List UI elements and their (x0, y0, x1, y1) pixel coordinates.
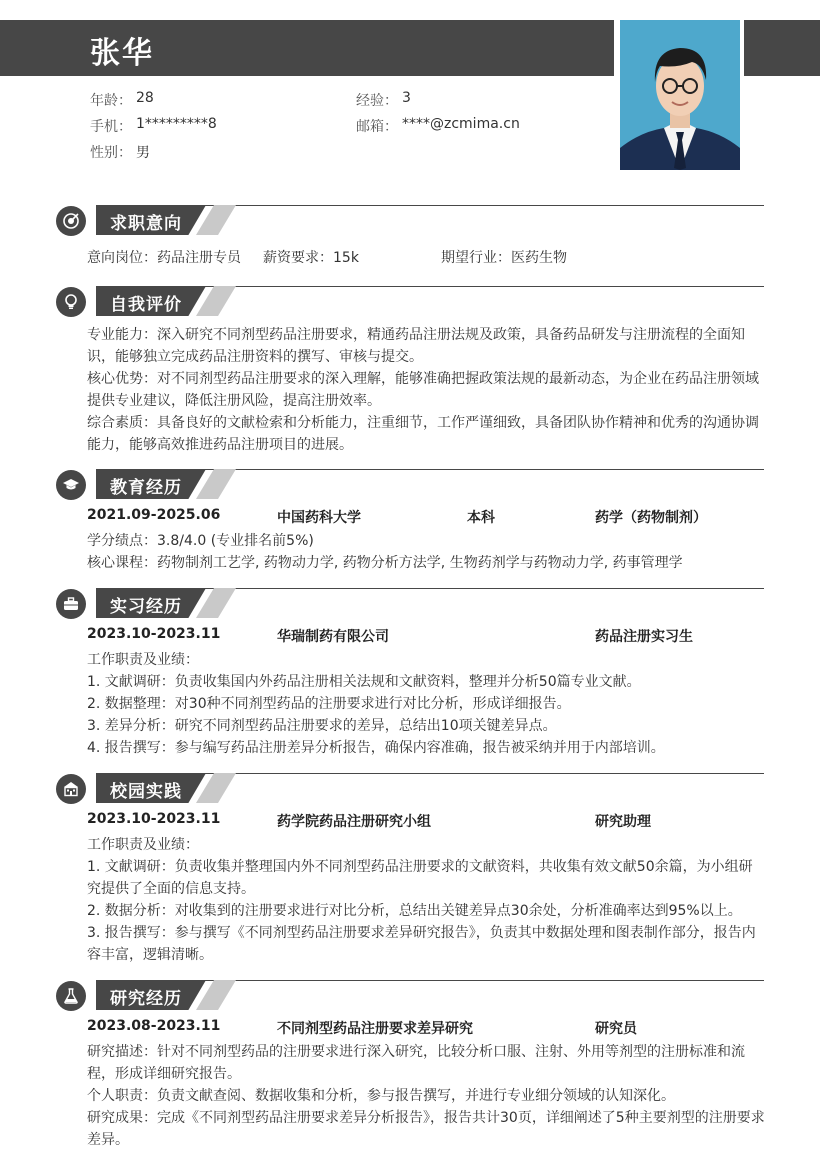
campus-period: 2023.10-2023.11 (87, 811, 221, 827)
campus-role: 研究助理 (595, 814, 651, 830)
section-title: 求职意向 (110, 214, 182, 234)
self-eval-item: 核心优势：对不同剂型药品注册要求的深入理解，能够准确把握政策法规的最新动态，为企业在药品注册领域提供专业建议，降低注册风险，提高注册效率。 (87, 371, 759, 409)
research-duty: 个人职责：负责文献查阅、数据收集和分析，参与报告撰写，并进行专业细分领域的认知深化。 (87, 1088, 675, 1104)
photo-frame (614, 20, 744, 174)
self-eval-item: 综合素质：具备良好的文献检索和分析能力，注重细节，工作严谨细致，具备团队协作精神和优秀的沟通协调能力，能够高效推进药品注册项目的进展。 (87, 415, 759, 453)
graduation-cap-icon (56, 470, 86, 500)
profile-photo (620, 20, 740, 170)
section-header-self-eval (56, 286, 764, 318)
education-period: 2021.09-2025.06 (87, 507, 221, 523)
section-tab (96, 469, 236, 499)
list-item: 1. 文献调研：负责收集并整理国内外不同剂型药品注册要求的文献资料，共收集有效文献50余篇，为小组研究提供了全面的信息支持。 (87, 859, 753, 897)
age-value: 28 (136, 90, 154, 106)
briefcase-icon (56, 589, 86, 619)
section-header-internship (56, 588, 764, 620)
section-tab (96, 980, 236, 1010)
section-title: 研究经历 (110, 989, 182, 1009)
target-icon (56, 206, 86, 236)
experience-value: 3 (402, 90, 411, 106)
campus-details (87, 834, 765, 966)
section-header-education (56, 469, 764, 501)
email-label: 邮箱： (356, 119, 398, 135)
education-header (87, 507, 765, 529)
section-title: 实习经历 (110, 597, 182, 617)
education-courses: 核心课程：药物制剂工艺学, 药物动力学, 药物分析方法学, 生物药剂学与药物动力学, 药事管理学 (87, 555, 683, 571)
section-title: 教育经历 (110, 478, 182, 498)
intent-industry: 期望行业：医药生物 (441, 250, 567, 266)
internship-details (87, 649, 765, 759)
section-tab (96, 773, 236, 803)
age-label: 年龄： (90, 93, 132, 109)
research-description: 研究描述：针对不同剂型药品的注册要求进行深入研究，比较分析口服、注射、外用等剂型的注册标准和流程，形成详细研究报告。 (87, 1044, 745, 1082)
internship-role: 药品注册实习生 (595, 629, 693, 645)
experience-label: 经验： (356, 93, 398, 109)
section-header-research (56, 980, 764, 1012)
intent-salary: 薪资要求：15k (263, 250, 359, 266)
duty-title: 工作职责及业绩： (87, 837, 199, 853)
education-major: 药学（药物制剂） (595, 510, 707, 526)
self-eval-item: 专业能力：深入研究不同剂型药品注册要求，精通药品注册法规及政策，具备药品研发与注册流程的全面知识，能够独立完成药品注册资料的撰写、审核与提交。 (87, 327, 745, 365)
research-header (87, 1018, 765, 1040)
section-header-campus (56, 773, 764, 805)
research-details (87, 1041, 765, 1151)
phone-value: 1*********8 (136, 116, 217, 132)
email-value: ****@zcmima.cn (402, 116, 520, 132)
list-item: 3. 差异分析：研究不同剂型药品注册要求的差异，总结出10项关键差异点。 (87, 718, 557, 734)
education-school: 中国药科大学 (277, 510, 361, 526)
internship-period: 2023.10-2023.11 (87, 626, 221, 642)
internship-company: 华瑞制药有限公司 (277, 629, 389, 645)
section-title: 校园实践 (110, 782, 182, 802)
section-title: 自我评价 (110, 295, 182, 315)
research-result: 研究成果：完成《不同剂型药品注册要求差异分析报告》，报告共计30页，详细阐述了5种主要剂型的注册要求差异。 (87, 1110, 765, 1148)
education-degree: 本科 (467, 510, 495, 526)
gender-value: 男 (136, 145, 150, 161)
campus-header (87, 811, 765, 833)
research-role: 研究员 (595, 1021, 637, 1037)
list-item: 2. 数据分析：对收集到的注册要求进行对比分析，总结出关键差异点30余处，分析准确率达到95%以上。 (87, 903, 742, 919)
section-tab (96, 205, 236, 235)
building-icon (56, 774, 86, 804)
candidate-name: 张华 (90, 36, 154, 71)
research-period: 2023.08-2023.11 (87, 1018, 221, 1034)
internship-header (87, 626, 765, 648)
list-item: 3. 报告撰写：参与撰写《不同剂型药品注册要求差异研究报告》，负责其中数据处理和图表制作部分，报告内容丰富，逻辑清晰。 (87, 925, 756, 963)
lightbulb-icon (56, 287, 86, 317)
info-row (90, 90, 610, 110)
gender-label: 性别： (90, 145, 132, 161)
self-eval-text (87, 324, 765, 456)
education-details (87, 530, 765, 574)
info-row (90, 142, 610, 162)
section-tab (96, 588, 236, 618)
info-row (90, 116, 610, 136)
section-header-intent (56, 205, 764, 237)
duty-title: 工作职责及业绩： (87, 652, 199, 668)
phone-label: 手机： (90, 119, 132, 135)
education-gpa: 学分绩点：3.8/4.0 (专业排名前5%) (87, 533, 314, 549)
research-project: 不同剂型药品注册要求差异研究 (277, 1021, 473, 1037)
campus-org: 药学院药品注册研究小组 (277, 814, 431, 830)
section-tab (96, 286, 236, 316)
list-item: 1. 文献调研：负责收集国内外药品注册相关法规和文献资料，整理并分析50篇专业文献。 (87, 674, 641, 690)
flask-icon (56, 981, 86, 1011)
list-item: 2. 数据整理：对30种不同剂型药品的注册要求进行对比分析，形成详细报告。 (87, 696, 571, 712)
intent-position: 意向岗位：药品注册专员 (87, 250, 241, 266)
list-item: 4. 报告撰写：参与编写药品注册差异分析报告，确保内容准确，报告被采纳并用于内部培训。 (87, 740, 665, 756)
